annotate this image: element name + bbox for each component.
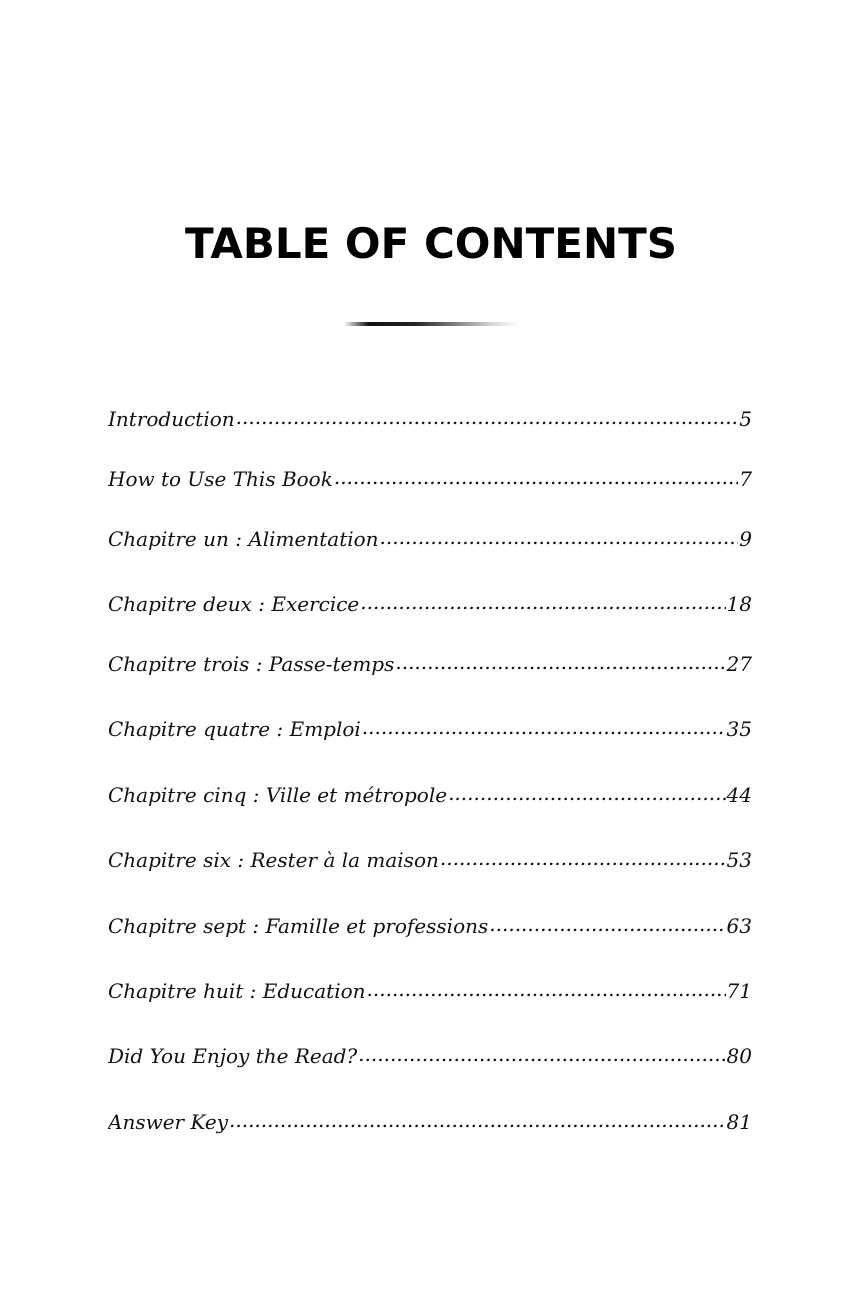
toc-dot-leader	[236, 406, 739, 426]
title-divider	[344, 322, 520, 326]
toc-dot-leader	[448, 782, 725, 802]
toc-dot-leader	[380, 526, 739, 546]
toc-dot-leader	[489, 913, 725, 933]
toc-page-number: 7	[739, 467, 752, 491]
toc-dot-leader	[358, 1043, 725, 1063]
toc-page-number: 18	[726, 592, 752, 616]
toc-entry-title: Chapitre deux : Exercice	[108, 592, 360, 616]
toc-dot-leader	[367, 978, 726, 998]
toc-entry-title: Answer Key	[108, 1110, 228, 1134]
toc-entry-title: Chapitre cinq : Ville et métropole	[108, 783, 448, 807]
toc-dot-leader	[395, 651, 725, 671]
toc-page-number: 71	[726, 979, 752, 1003]
toc-entry-chapitre-quatre[interactable]	[108, 716, 752, 746]
toc-entry-title: Chapitre huit : Education	[108, 979, 366, 1003]
toc-entry-did-you-enjoy[interactable]	[108, 1043, 752, 1073]
toc-entry-chapitre-cinq[interactable]	[108, 782, 752, 812]
toc-page-number: 80	[726, 1044, 752, 1068]
toc-entry-answer-key[interactable]	[108, 1109, 752, 1139]
toc-entry-title: Chapitre sept : Famille et professions	[108, 914, 489, 938]
toc-dot-leader	[334, 466, 738, 486]
toc-dot-leader	[362, 716, 726, 736]
toc-entry-title: Did You Enjoy the Read?	[108, 1044, 358, 1068]
toc-entry-chapitre-deux[interactable]	[108, 591, 752, 621]
toc-dot-leader	[440, 847, 726, 867]
toc-page-number: 63	[726, 914, 752, 938]
toc-entry-title: Chapitre un : Alimentation	[108, 527, 379, 551]
toc-entry-chapitre-six[interactable]	[108, 847, 752, 877]
toc-entry-how-to-use[interactable]	[108, 466, 752, 496]
toc-page-number: 81	[726, 1110, 752, 1134]
page-title: TABLE OF CONTENTS	[184, 219, 678, 268]
toc-entry-introduction[interactable]	[108, 406, 752, 436]
toc-entry-chapitre-huit[interactable]	[108, 978, 752, 1008]
toc-entry-chapitre-sept[interactable]	[108, 913, 752, 943]
toc-page-number: 53	[726, 848, 752, 872]
toc-page-number: 9	[739, 527, 752, 551]
toc-entry-title: Chapitre quatre : Emploi	[108, 717, 361, 741]
toc-entry-chapitre-trois[interactable]	[108, 651, 752, 681]
toc-dot-leader	[229, 1109, 726, 1129]
toc-entry-title: Chapitre six : Rester à la maison	[108, 848, 439, 872]
toc-entry-title: How to Use This Book	[108, 467, 333, 491]
toc-entry-title: Introduction	[108, 407, 235, 431]
toc-page-number: 5	[739, 407, 752, 431]
toc-entry-title: Chapitre trois : Passe-temps	[108, 652, 395, 676]
toc-page-number: 27	[726, 652, 752, 676]
toc-page-number: 35	[726, 717, 752, 741]
toc-dot-leader	[360, 591, 725, 611]
toc-entry-chapitre-un[interactable]	[108, 526, 752, 556]
toc-page-number: 44	[726, 783, 752, 807]
